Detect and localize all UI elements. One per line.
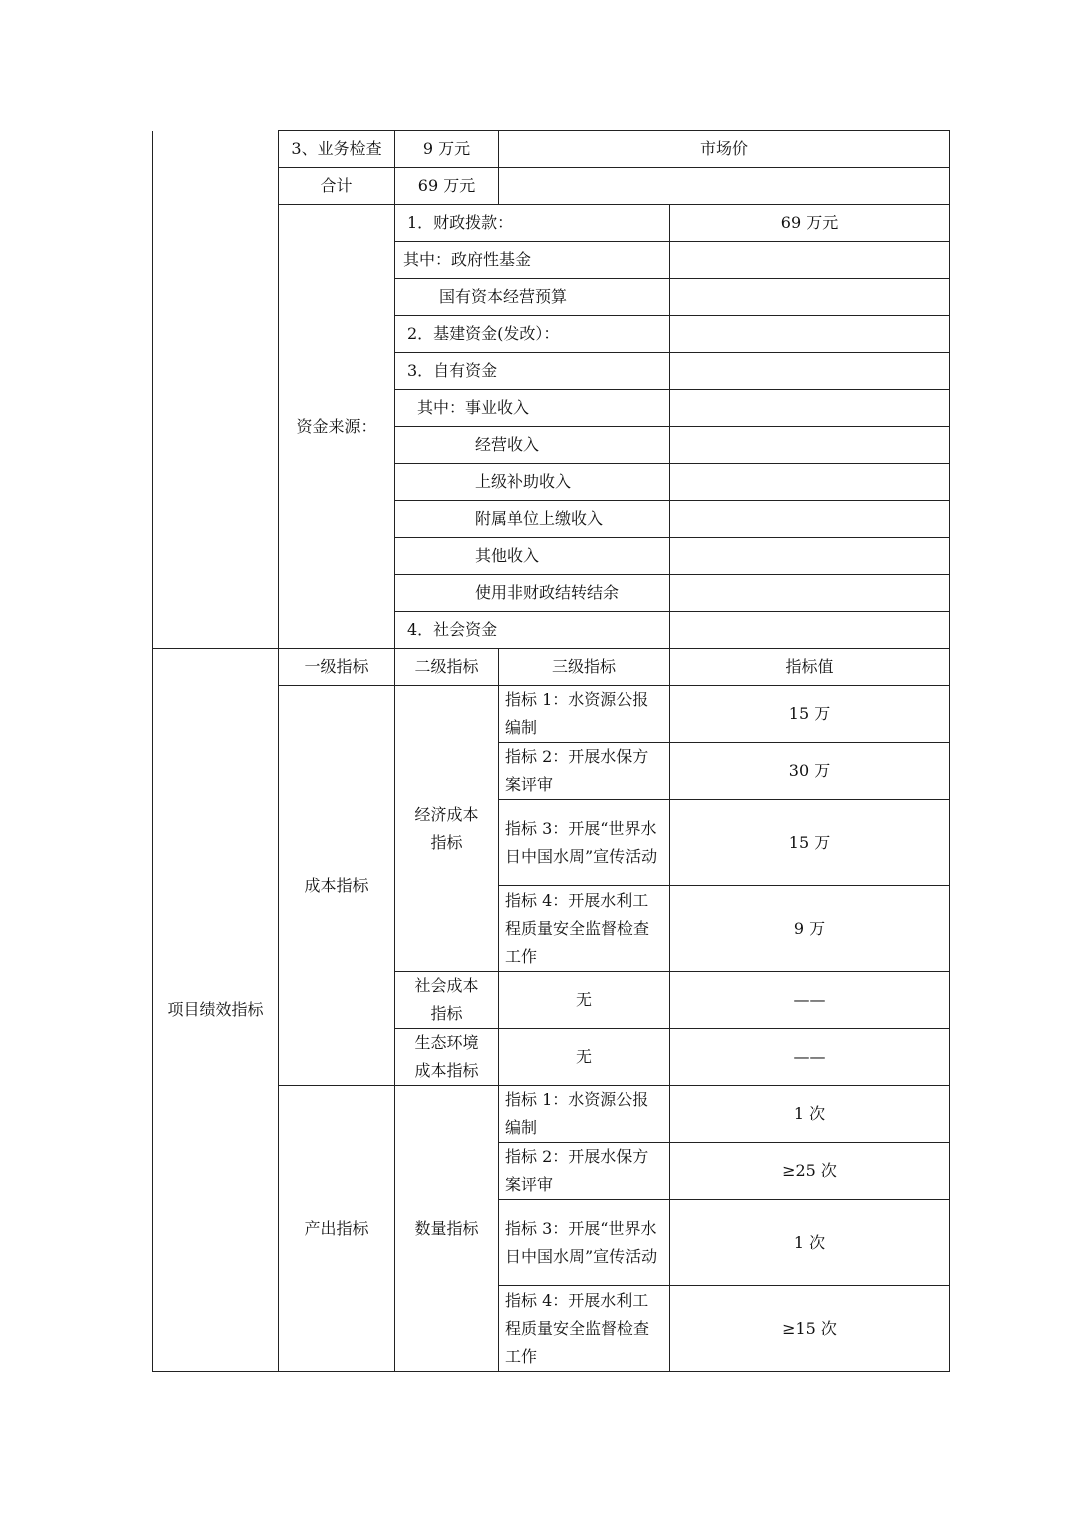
level2-quantity: 数量指标 bbox=[395, 1086, 499, 1372]
funding-item-value bbox=[670, 538, 950, 575]
funding-item-label: 3．自有资金 bbox=[395, 353, 670, 390]
funding-source-label: 资金来源： bbox=[279, 205, 395, 649]
funding-item-label: 使用非财政结转结余 bbox=[395, 575, 670, 612]
indicator-name: 无 bbox=[499, 972, 670, 1029]
header-level2: 二级指标 bbox=[395, 649, 499, 686]
indicator-value: 1 次 bbox=[670, 1086, 950, 1143]
indicator-name: 指标 3：开展“世界水日中国水周”宣传活动 bbox=[499, 800, 670, 886]
indicator-value: —— bbox=[670, 1029, 950, 1086]
amount-total: 69 万元 bbox=[395, 168, 499, 205]
funding-item-value bbox=[670, 316, 950, 353]
indicator-value: 15 万 bbox=[670, 686, 950, 743]
header-level3: 三级指标 bbox=[499, 649, 670, 686]
funding-item-label: 附属单位上缴收入 bbox=[395, 501, 670, 538]
funding-item-value bbox=[670, 612, 950, 649]
funding-item-value bbox=[670, 575, 950, 612]
indicator-value: ≥15 次 bbox=[670, 1286, 950, 1372]
level2-social-cost: 社会成本指标 bbox=[395, 972, 499, 1029]
indicator-value: 15 万 bbox=[670, 800, 950, 886]
funding-item-label: 其他收入 bbox=[395, 538, 670, 575]
amount-inspection: 9 万元 bbox=[395, 131, 499, 168]
indicator-name: 指标 1：水资源公报编制 bbox=[499, 1086, 670, 1143]
indicator-value: —— bbox=[670, 972, 950, 1029]
indicator-name: 指标 1：水资源公报编制 bbox=[499, 686, 670, 743]
level2-economic-cost: 经济成本指标 bbox=[395, 686, 499, 972]
level2-ecological-cost: 生态环境成本指标 bbox=[395, 1029, 499, 1086]
funding-item-label: 1．财政拨款： bbox=[395, 205, 670, 242]
header-value: 指标值 bbox=[670, 649, 950, 686]
indicator-name: 无 bbox=[499, 1029, 670, 1086]
indicator-value: 30 万 bbox=[670, 743, 950, 800]
indicator-name: 指标 3：开展“世界水日中国水周”宣传活动 bbox=[499, 1200, 670, 1286]
row-label-inspection: 3、业务检查 bbox=[279, 131, 395, 168]
level1-cost: 成本指标 bbox=[279, 686, 395, 1086]
funding-item-label: 2．基建资金(发改）： bbox=[395, 316, 670, 353]
indicator-value: ≥25 次 bbox=[670, 1143, 950, 1200]
funding-item-value bbox=[670, 390, 950, 427]
indicator-value: 9 万 bbox=[670, 886, 950, 972]
funding-item-value bbox=[670, 279, 950, 316]
basis-inspection: 市场价 bbox=[499, 131, 950, 168]
funding-item-value: 69 万元 bbox=[670, 205, 950, 242]
table-row bbox=[153, 131, 950, 168]
performance-section-label: 项目绩效指标 bbox=[153, 649, 279, 1372]
funding-item-value bbox=[670, 242, 950, 279]
row-label-total: 合计 bbox=[279, 168, 395, 205]
funding-item-value bbox=[670, 427, 950, 464]
funding-item-value bbox=[670, 464, 950, 501]
funding-item-label: 经营收入 bbox=[395, 427, 670, 464]
header-level1: 一级指标 bbox=[279, 649, 395, 686]
funding-item-label: 4．社会资金 bbox=[395, 612, 670, 649]
table-row bbox=[153, 649, 950, 686]
funding-item-label: 国有资本经营预算 bbox=[395, 279, 670, 316]
indicator-name: 指标 2：开展水保方案评审 bbox=[499, 743, 670, 800]
funding-item-value bbox=[670, 353, 950, 390]
funding-item-label: 其中：政府性基金 bbox=[395, 242, 670, 279]
indicator-name: 指标 4：开展水利工程质量安全监督检查工作 bbox=[499, 1286, 670, 1372]
level1-output: 产出指标 bbox=[279, 1086, 395, 1372]
funding-item-label: 上级补助收入 bbox=[395, 464, 670, 501]
indicator-value: 1 次 bbox=[670, 1200, 950, 1286]
continued-section-cell bbox=[153, 131, 279, 649]
funding-item-value bbox=[670, 501, 950, 538]
basis-total bbox=[499, 168, 950, 205]
indicator-name: 指标 2：开展水保方案评审 bbox=[499, 1143, 670, 1200]
budget-performance-table bbox=[152, 130, 950, 1372]
funding-item-label: 其中：事业收入 bbox=[395, 390, 670, 427]
indicator-name: 指标 4：开展水利工程质量安全监督检查工作 bbox=[499, 886, 670, 972]
